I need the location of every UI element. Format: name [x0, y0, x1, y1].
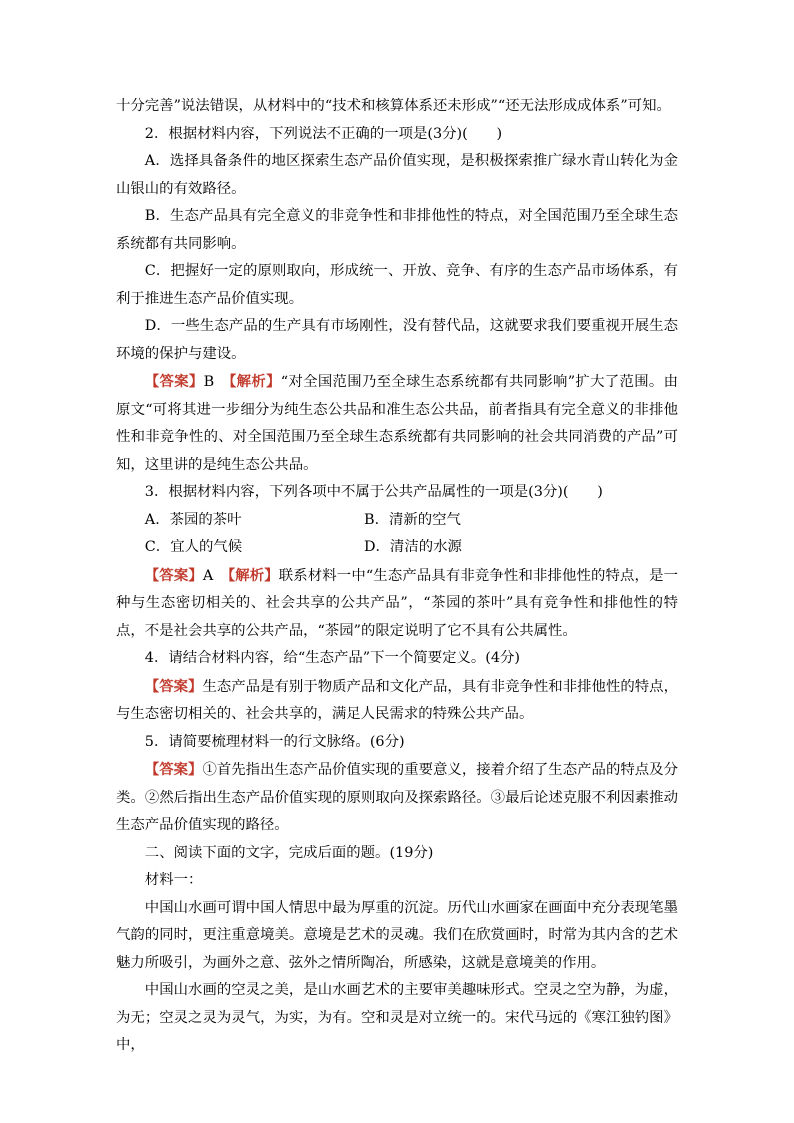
question-5-answer — [116, 756, 678, 840]
answer-text: 生态产品是有别于物质产品和文化产品，具有非竞争性和非排他性的特点，与生态密切相关的、社会共享的，满足人民需求的特殊公共产品。 — [116, 678, 678, 722]
question-3-option-a: A．茶园的茶叶 — [144, 511, 242, 528]
continued-paragraph: 十分完善”说法错误，从材料中的“技术和核算体系还未形成”“还无法形成成体系”可知。 — [116, 98, 671, 114]
question-5-stem: 5．请简要梳理材料一的行文脉络。(6分) — [144, 733, 405, 750]
material-1-paragraph-2: 中国山水画的空灵之美，是山水画艺术的主要审美趣味形式。空灵之空为静，为虚，为无；空灵之灵为灵气，为实，为有。空和灵是对立统一的。宋代马远的《寒江独钓图》中， — [116, 982, 678, 1053]
question-3-option-c: C．宜人的气候 — [144, 539, 243, 555]
analysis-text: “对全国范围乃至全球生态系统都有共同影响”扩大了范围。由原文“可将其进一步细分为纯生态公共品和准生态公共品，前者指具有完全意义的非排他性和非竞争性的、对全国范围乃至全球生态系统都有共同影响的社会共同消费的产品”可知，这里讲的是纯生态公共品。 — [116, 374, 678, 473]
question-2-option-d: D．一些生态产品的生产具有市场刚性，没有替代品，这就要求我们要重视开展生态环境的保护与建设。 — [116, 318, 678, 362]
answer-label: 【答案】 — [144, 761, 203, 778]
question-3-options-row-1 — [116, 507, 678, 535]
question-2-stem: 2．根据材料内容，下列说法不正确的一项是(3分)( ) — [144, 125, 503, 142]
question-3-stem: 3．根据材料内容，下列各项中不属于公共产品属性的一项是(3分)( ) — [144, 484, 603, 500]
analysis-text: 联系材料一中“生态产品具有非竞争性和非排他性的特点，是一种与生态密切相关的、社会共享的公共产品”，“茶园的茶叶”具有竞争性和排他性的特点，不是社会共享的公共产品，“茶园”的限定说明了它不具有公共属性。 — [116, 567, 678, 639]
question-4-answer — [116, 673, 678, 729]
question-2-answer — [116, 368, 678, 479]
answer-label: 【答案】 — [144, 677, 203, 695]
question-3-option-b: B．清新的空气 — [364, 511, 461, 528]
material-1-label: 材料一： — [144, 872, 203, 888]
answer-label: 【答案】 — [144, 373, 204, 390]
answer-label: 【答案】 — [144, 566, 203, 584]
question-3-options-row-2 — [116, 534, 678, 562]
section-2-heading: 二、阅读下面的文字，完成后面的题。(19分) — [144, 844, 434, 861]
answer-value: A — [202, 567, 228, 584]
analysis-label: 【解析】 — [227, 566, 279, 584]
question-3-answer — [116, 562, 678, 646]
question-3-option-d: D．清洁的水源 — [364, 539, 462, 555]
analysis-label: 【解析】 — [229, 373, 281, 390]
answer-text: ①首先指出生态产品价值实现的重要意义，接着介绍了生态产品的特点及分类。②然后指出生态产品价值实现的原则取向及探索路径。③最后论述克服不利因素推动生态产品价值实现的路径。 — [116, 762, 678, 833]
question-2-option-c: C．把握好一定的原则取向，形成统一、开放、竞争、有序的生态产品市场体系，有利于推进生态产品价值实现。 — [116, 263, 678, 307]
page-content — [116, 93, 678, 1060]
answer-value: B — [203, 374, 230, 390]
material-1-paragraph-1: 中国山水画可谓中国人情思中最为厚重的沉淀。历代山水画家在画面中充分表现笔墨气韵的同时，更注重意境美。意境是艺术的灵魂。我们在欣赏画时，时常为其内含的艺术魅力所吸引，为画外之意、弦外之情所陶冶，所感染，这就是意境美的作用。 — [116, 899, 678, 971]
question-2-option-a: A．选择具备条件的地区探索生态产品价值实现，是积极探索推广绿水青山转化为金山银山的有效路径。 — [116, 153, 678, 197]
question-4-stem: 4．请结合材料内容，给“生态产品”下一个简要定义。(4分) — [144, 650, 521, 666]
question-2-option-b: B．生态产品具有完全意义的非竞争性和非排他性的特点，对全国范围乃至全球生态系统都有共同影响。 — [116, 208, 678, 252]
